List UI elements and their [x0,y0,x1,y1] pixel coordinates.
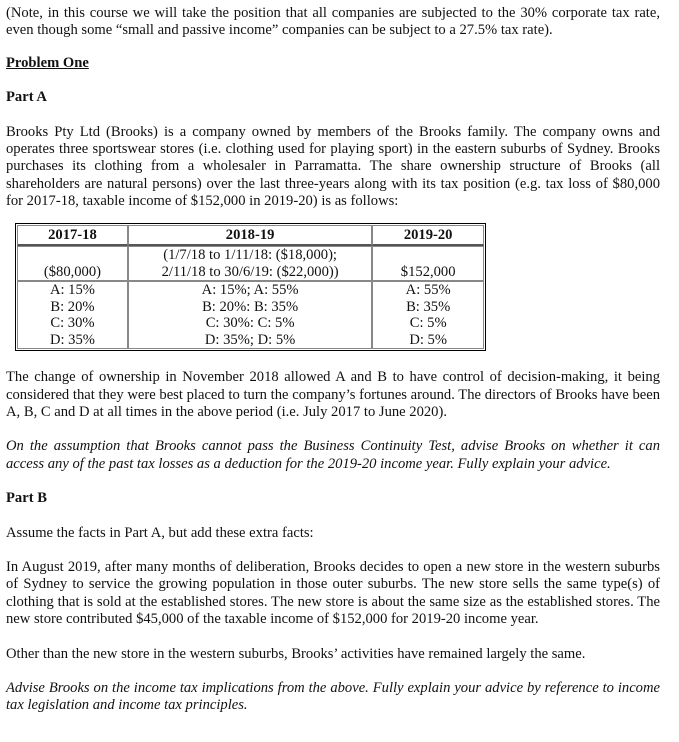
ownership-2019-20 [372,281,484,349]
tax-position-2018-19 [128,246,372,281]
ownership-line: C: 30%: C: 5% [205,315,295,332]
ownership-2018-19 [128,281,372,349]
table-header-2018-19: 2018-19 [128,225,372,247]
part-a-intro: Brooks Pty Ltd (Brooks) is a company owned by members of the Brooks family. The company owns and operates three sportswear stores (i.e. clothing used for playing sport) in the eastern suburbs of Sydney. Brooks purchases its clothing from a wholesaler in Parramatta. The share ownership structure of Brooks (all shareholders are natural persons) over the last three-years along with its tax position (e.g. tax loss of $80,000 for 2017-18, taxable income of $152,000 in 2019-20) is as follows: [6,123,660,210]
part-a-question: On the assumption that Brooks cannot pass the Business Continuity Test, advise Brooks on whether it can access any of the past tax losses as a deduction for the 2019-20 income year. Fully explain your advice. [6,438,660,472]
ownership-line: A: 55% [405,282,451,299]
problem-title: Problem One [6,54,89,71]
ownership-table [15,223,486,352]
ownership-row [17,281,484,349]
new-store-paragraph: In August 2019, after many months of deliberation, Brooks decides to open a new store in the western suburbs of Sydney to service the growing population in those outer suburbs. The new store sells the same type(s) of clothing that is sold at the established stores. The new store is about the same size as the established stores. The new store contributed $45,000 of the taxable income of $152,000 for 2019-20 income year. [6,559,660,628]
ownership-line: B: 20% [50,298,95,315]
ownership-line: D: 35%; D: 5% [204,331,296,348]
table-header-2017-18: 2017-18 [17,225,128,247]
ownership-line: A: 15%; A: 55% [201,282,299,299]
ownership-line: B: 35% [406,298,451,315]
course-note: (Note, in this course we will take the position that all companies are subjected to the 30% corporate tax rate, even though some “small and passive income” companies can be subject to a 27.5% tax rate). [6,5,660,39]
ownership-line: A: 15% [49,282,95,299]
tax-position-2018-19-line1: (1/7/18 to 1/11/18: ($18,000); [163,247,337,264]
table-header-2019-20: 2019-20 [372,225,484,247]
ownership-line: D: 35% [49,331,95,348]
part-b-question: Advise Brooks on the income tax implications from the above. Fully explain your advice by reference to income tax legislation and income tax principles. [6,680,660,714]
ownership-line: D: 5% [409,331,448,348]
part-a-heading: Part A [6,89,47,106]
tax-position-row [17,246,484,281]
ownership-line: C: 5% [409,315,447,332]
part-b-assumption: Assume the facts in Part A, but add these extra facts: [6,524,314,541]
part-b-heading: Part B [6,490,47,507]
tax-position-2019-20: $152,000 [372,246,484,281]
tax-position-2017-18: ($80,000) [17,246,128,281]
document-page [6,5,660,715]
table-header-row [17,225,484,247]
other-activities-paragraph: Other than the new store in the western suburbs, Brooks’ activities have remained largely the same. [6,645,586,662]
ownership-line: B: 20%: B: 35% [202,298,299,315]
ownership-2017-18 [17,281,128,349]
ownership-change-paragraph: The change of ownership in November 2018 allowed A and B to have control of decision-making, it being considered that they were best placed to turn the company’s fortunes around. The directors of Brooks have been A, B, C and D at all times in the above period (i.e. July 2017 to June 2020). [6,369,660,420]
tax-position-2018-19-line2: 2/11/18 to 30/6/19: ($22,000)) [161,263,339,280]
ownership-line: C: 30% [50,315,95,332]
